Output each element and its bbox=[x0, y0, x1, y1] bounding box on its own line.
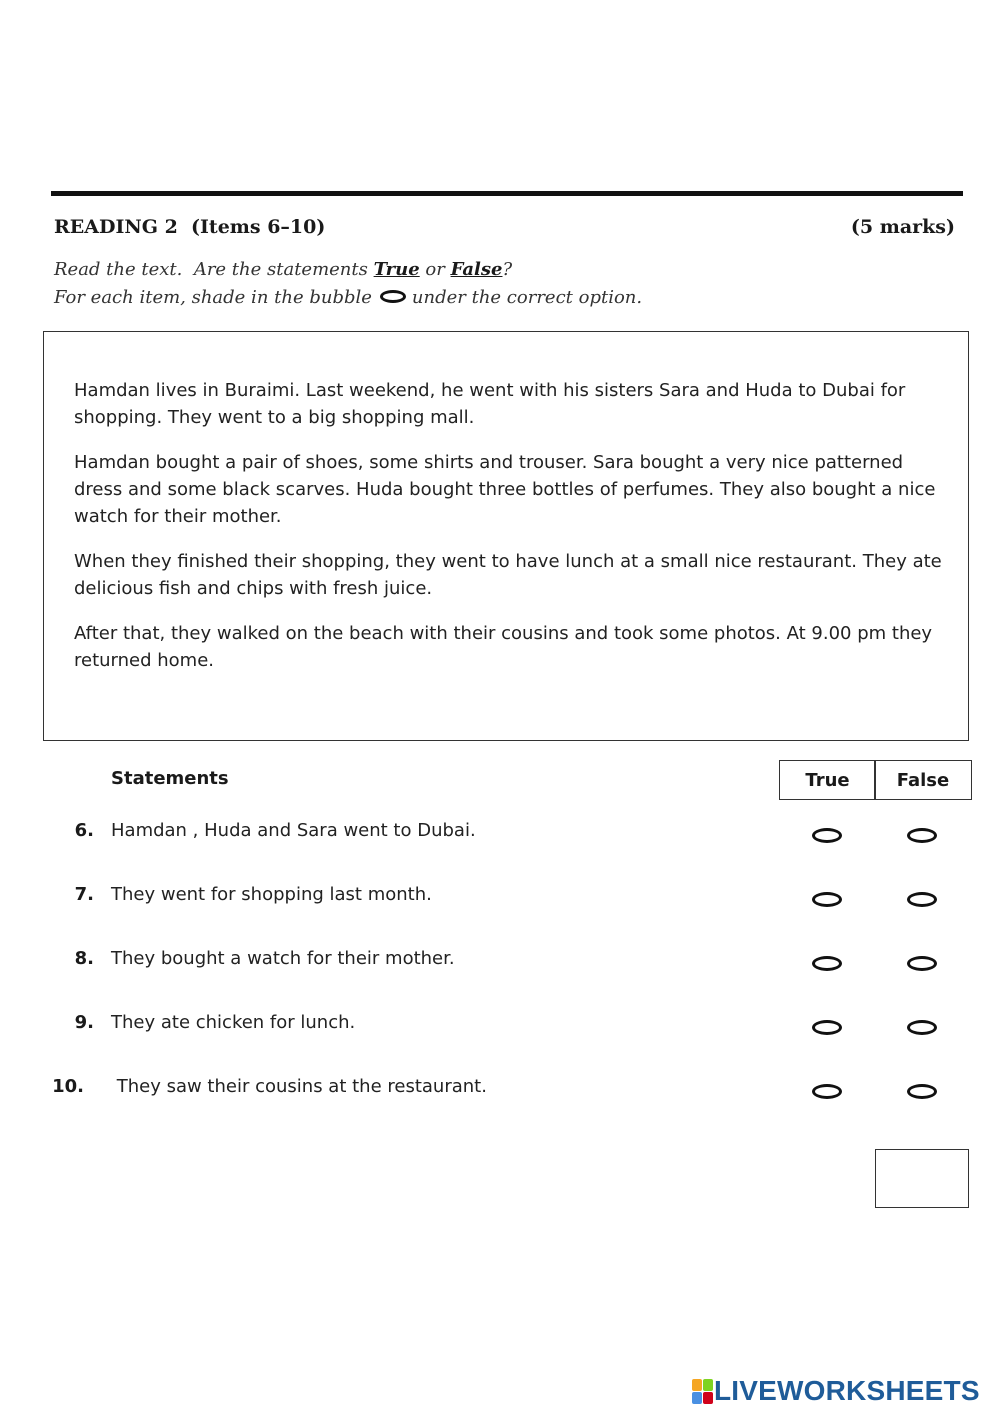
statement-text: They ate chicken for lunch. bbox=[111, 1012, 356, 1033]
item-number: 10. bbox=[52, 1076, 84, 1097]
item-number: 6. bbox=[74, 820, 94, 841]
statements-header: Statements bbox=[111, 768, 229, 789]
false-bubble-10[interactable] bbox=[907, 1084, 937, 1099]
statement-row-10 bbox=[0, 1076, 1000, 1116]
passage-paragraph-1: Hamdan lives in Buraimi. Last weekend, he went with his sisters Sara and Huda to Dubai for shopping. They went to a big shopping mall. bbox=[74, 380, 906, 428]
logo-tile bbox=[703, 1392, 713, 1404]
false-column-header: False bbox=[874, 760, 972, 800]
true-bubble-7[interactable] bbox=[812, 892, 842, 907]
statement-text: They went for shopping last month. bbox=[111, 884, 432, 905]
item-number: 9. bbox=[74, 1012, 94, 1033]
brand-name: LIVEWORKSHEETS bbox=[714, 1375, 980, 1406]
true-bubble-8[interactable] bbox=[812, 956, 842, 971]
statement-row-7 bbox=[0, 884, 1000, 924]
statement-row-9 bbox=[0, 1012, 1000, 1052]
score-box bbox=[875, 1149, 969, 1208]
true-word: True bbox=[373, 259, 420, 280]
false-word: False bbox=[450, 259, 503, 280]
instruction-line-2: For each item, shade in the bubble under the correct option. bbox=[54, 287, 643, 308]
statement-row-8 bbox=[0, 948, 1000, 988]
passage-paragraph-4: After that, they walked on the beach with their cousins and took some photos. At 9.00 pm they returned home. bbox=[74, 623, 933, 671]
false-bubble-6[interactable] bbox=[907, 828, 937, 843]
brand-logo bbox=[692, 1375, 980, 1407]
instruction-line-1: Read the text. Are the statements True or False? bbox=[54, 259, 513, 280]
logo-tile bbox=[692, 1379, 702, 1391]
section-title: READING 2 (Items 6–10) bbox=[54, 216, 326, 238]
statement-text: They bought a watch for their mother. bbox=[111, 948, 455, 969]
top-rule bbox=[51, 191, 963, 196]
true-bubble-10[interactable] bbox=[812, 1084, 842, 1099]
passage-paragraph-2: Hamdan bought a pair of shoes, some shirts and trouser. Sara bought a very nice patterned dress and some black scarves. Huda bought three bottles of perfumes. They also bought a nice watch for their mother. bbox=[74, 452, 936, 527]
bubble-icon bbox=[380, 290, 406, 303]
true-column-header: True bbox=[779, 760, 876, 800]
statement-row-6 bbox=[0, 820, 1000, 860]
false-bubble-9[interactable] bbox=[907, 1020, 937, 1035]
item-number: 8. bbox=[74, 948, 94, 969]
statement-text: Hamdan , Huda and Sara went to Dubai. bbox=[111, 820, 476, 841]
passage-paragraph-3: When they finished their shopping, they went to have lunch at a small nice restaurant. They ate delicious fish and chips with fresh juice. bbox=[74, 551, 942, 599]
false-bubble-7[interactable] bbox=[907, 892, 937, 907]
true-bubble-6[interactable] bbox=[812, 828, 842, 843]
true-bubble-9[interactable] bbox=[812, 1020, 842, 1035]
item-number: 7. bbox=[74, 884, 94, 905]
false-bubble-8[interactable] bbox=[907, 956, 937, 971]
statement-text: They saw their cousins at the restaurant. bbox=[111, 1076, 487, 1097]
logo-tile bbox=[703, 1379, 713, 1391]
section-marks: (5 marks) bbox=[850, 216, 955, 238]
logo-tile bbox=[692, 1392, 702, 1404]
liveworksheets-logo-icon bbox=[692, 1379, 712, 1403]
